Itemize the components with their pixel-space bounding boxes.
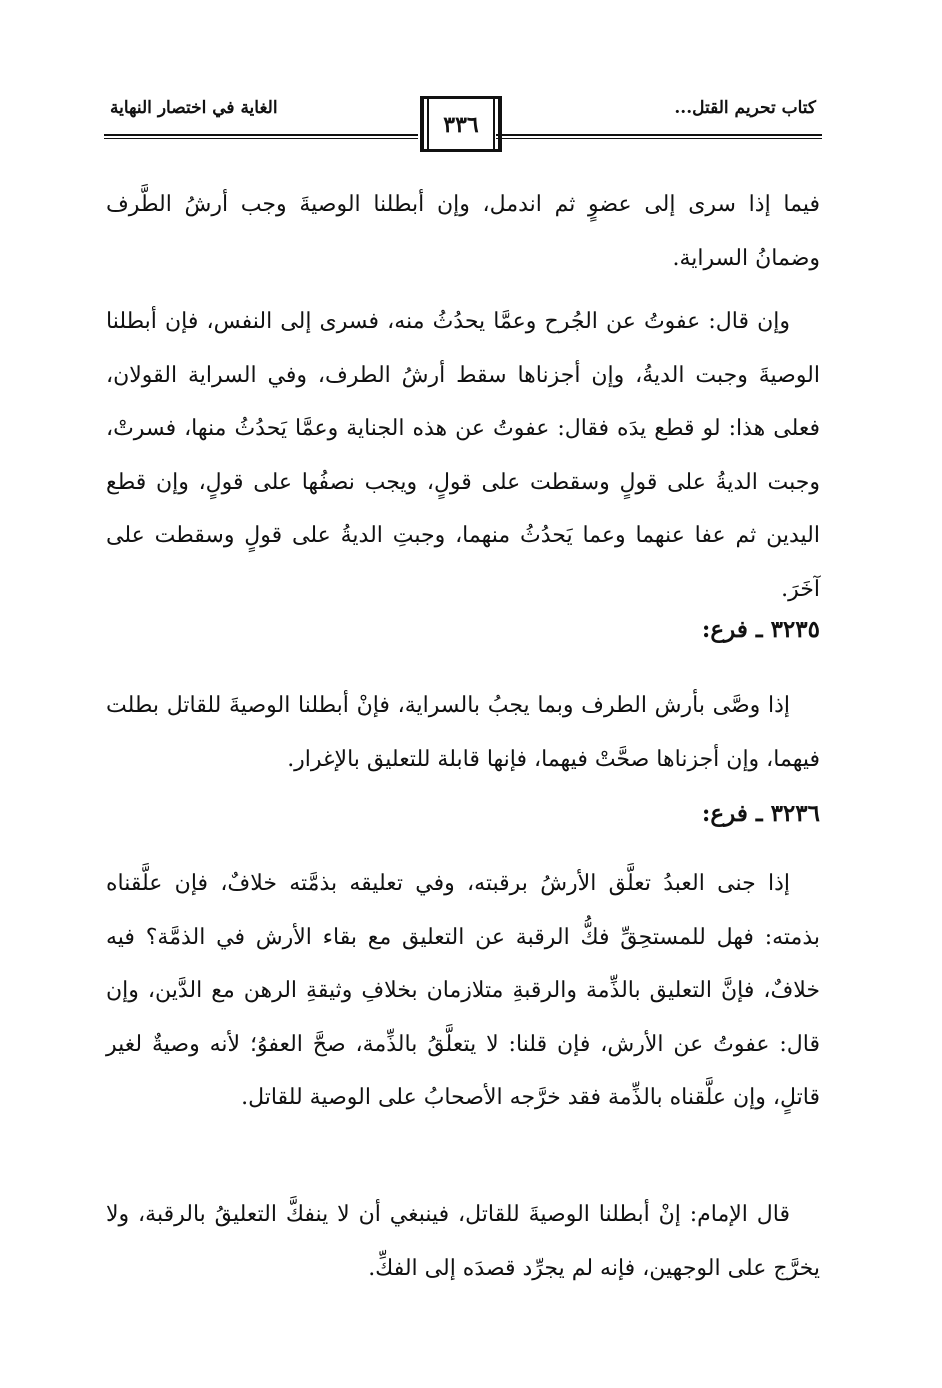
paragraph-text: وإن قال: عفوتُ عن الجُرح وعمَّا يحدُثُ منه، فسرى إلى النفس، فإن أبطلنا الوصيةَ وجبت الديةُ، وإن أجزناها سقط أرشُ الطرف، وفي السراية القولان، فعلى هذا: لو قطع يدَه فقال: عفوتُ عن هذه الجناية وعمَّا يَحدُثُ منها، فسرتْ، وجبت الديةُ على قولٍ وسقطت على قولٍ، ويجب نصفُها على قولٍ، وإن قطع اليدين ثم عفا عنهما وعما يَحدُثُ منهما، وجبتِ الديةُ على قولٍ وسقطت على آخَرَ.: [106, 309, 820, 602]
paragraph-text: فيما إذا سرى إلى عضوٍ ثم اندمل، وإن أبطلنا الوصيةَ وجب أرشُ الطَّرف وضمانُ السراية.: [106, 192, 820, 271]
branch-heading-3235: ٣٢٣٥ ـ فرع:: [701, 616, 820, 643]
branch-heading-3236: ٣٢٣٦ ـ فرع:: [701, 800, 820, 827]
page-number-frame: [420, 96, 502, 152]
paragraph-3: [106, 679, 820, 786]
paragraph-text: إذا وصَّى بأرش الطرف وبما يجبُ بالسراية، فإنْ أبطلنا الوصيةَ للقاتل بطلت فيهما، وإن أجزناها صحَّتْ فيهما، فإنها قابلة للتعليق بالإغرار.: [106, 693, 820, 772]
paragraph-2: [106, 295, 820, 616]
paragraph-1: [106, 178, 820, 285]
paragraph-4: [106, 857, 820, 1125]
paragraph-text: إذا جنى العبدُ تعلَّق الأرشُ برقبته، وفي تعليقه بذمَّته خلافٌ، فإن علَّقناه بذمته: فهل للمستحِقِّ فكُّ الرقبة عن التعليق مع بقاء الأرش في الذمَّة؟ فيه خلافٌ، فإنَّ التعليق بالذِّمة والرقبةِ متلازمان بخلافِ وثيقةِ الرهن مع الدَّين، وإن قال: عفوتُ عن الأرش، فإن قلنا: لا يتعلَّقُ بالذِّمة، صحَّ العفوُ؛ لأنه وصيةٌ لغير قاتلٍ، وإن علَّقناه بالذِّمة فقد خرَّجه الأصحابُ على الوصية للقاتل.: [106, 871, 820, 1110]
chapter-title: كتاب تحريم القتل...: [674, 98, 816, 118]
header-rule-left: [104, 134, 418, 139]
page-number: ٣٣٦: [443, 112, 479, 138]
paragraph-5: [106, 1188, 820, 1295]
book-title: الغاية في اختصار النهاية: [110, 98, 278, 118]
page-header: [104, 90, 822, 160]
header-rule-right: [496, 134, 822, 139]
paragraph-text: قال الإمام: إنْ أبطلنا الوصيةَ للقاتل، فينبغي أن لا ينفكَّ التعليقُ بالرقبة، ولا يخرَّج على الوجهين، فإنه لم يجرِّد قصدَه إلى الفكِّ.: [106, 1202, 820, 1281]
